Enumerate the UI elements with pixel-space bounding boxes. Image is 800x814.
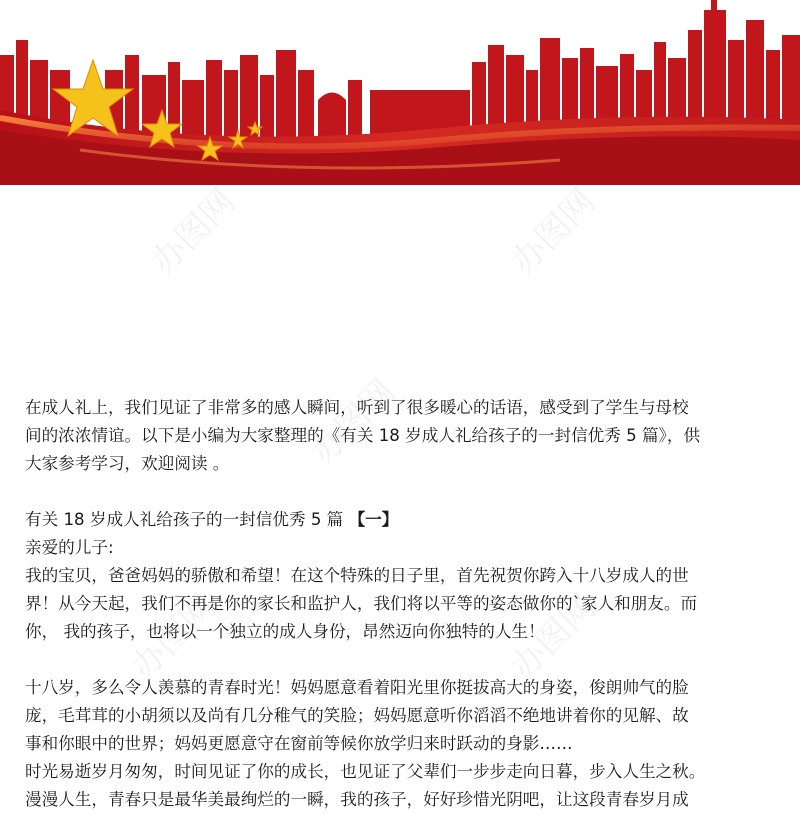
text-line: 庞，毛茸茸的小胡须以及尚有几分稚气的笑脸；妈妈愿意听你滔滔不绝地讲着你的见解、故 [25, 706, 689, 725]
text-line: 大家参考学习，欢迎阅读 。 [25, 454, 230, 473]
section-title: 有关 18 岁成人礼给孩子的一封信优秀 5 篇 [25, 510, 344, 529]
salutation: 亲爱的儿子: [25, 538, 114, 557]
letter-paragraph [25, 674, 785, 814]
text-line: 我的宝贝，爸爸妈妈的骄傲和希望！在这个特殊的日子里，首先祝贺你跨入十八岁成人的世 [25, 566, 689, 585]
article-body [25, 394, 785, 814]
section-heading [25, 506, 785, 534]
watermark: 办图网 [503, 181, 604, 283]
header-banner [0, 0, 800, 185]
text-line: 界！从今天起，我们不再是你的家长和监护人，我们将以平等的姿态做你的`家人和朋友。而 [25, 594, 698, 613]
section-number: 【一】 [348, 510, 399, 529]
banner-graphic [0, 0, 800, 185]
text-line: 漫漫人生，青春只是最华美最绚烂的一瞬，我的孩子，好好珍惜光阴吧，让这段青春岁月成 [25, 790, 689, 809]
text-line: 你， 我的孩子，也将以一个独立的成人身份，昂然迈向你独特的人生！ [25, 622, 545, 641]
text-line: 时光易逝岁月匆匆，时间见证了你的成长，也见证了父辈们一步步走向日暮，步入人生之秋。 [25, 762, 706, 781]
letter-paragraph [25, 562, 785, 646]
watermark: 办图网 [123, 586, 224, 688]
text-line: 事和你眼中的世界；妈妈更愿意守在窗前等候你放学归来时跃动的身影…… [25, 734, 573, 753]
text-line: 间的浓浓情谊。以下是小编为大家整理的《有关 18 岁成人礼给孩子的一封信优秀 5 篇》，供 [25, 426, 701, 445]
watermark: 办图网 [303, 371, 404, 473]
text-line: 在成人礼上，我们见证了非常多的感人瞬间，听到了很多暖心的话语，感受到了学生与母校 [25, 398, 689, 417]
intro-paragraph [25, 394, 785, 478]
text-line: 十八岁，多么令人羡慕的青春时光！妈妈愿意看着阳光里你挺拔高大的身姿，俊朗帅气的脸 [25, 678, 689, 697]
watermark: 办图网 [143, 181, 244, 283]
watermark: 办图网 [503, 586, 604, 688]
